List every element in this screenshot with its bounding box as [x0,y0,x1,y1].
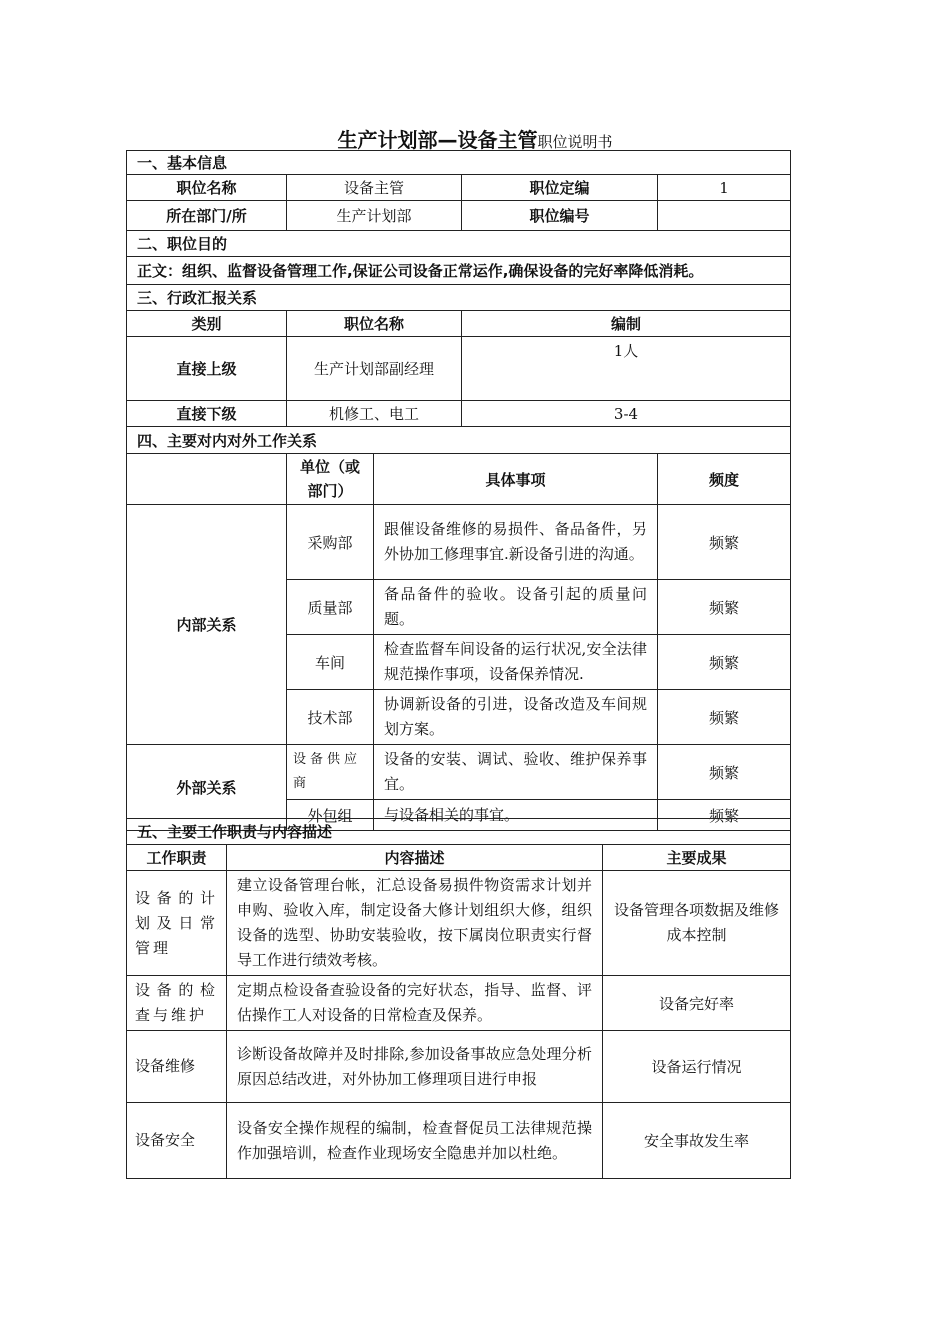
duty-content: 诊断设备故障并及时排除,参加设备事故应急处理分析原因总结改进，对外协加工修理项目进行申报 [227,1031,603,1103]
reporting-superior-position: 生产计划部副经理 [287,337,462,401]
document-title [0,124,950,153]
reporting-subordinate-label: 直接下级 [127,401,287,427]
section-relations-heading: 四、主要对内对外工作关系 [127,427,791,454]
relation-matter: 跟催设备维修的易损件、备品备件，另外协加工修理事宜.新设备引进的沟通。 [374,505,658,580]
position-code-label: 职位编号 [462,201,658,231]
duties-table [126,818,791,1179]
duty-content: 定期点检设备查验设备的完好状态，指导、监督、评估操作工人对设备的日常检查及保养。 [227,976,603,1031]
relations-table [126,426,791,831]
reporting-header-category: 类别 [127,311,287,337]
relation-unit: 质量部 [287,580,374,635]
duties-header-duty: 工作职责 [127,845,227,871]
relation-unit: 采购部 [287,505,374,580]
reporting-header-position: 职位名称 [287,311,462,337]
reporting-superior-label: 直接上级 [127,337,287,401]
relations-header-frequency: 频度 [658,454,791,505]
relation-matter: 与设备相关的事宜。 [374,800,658,831]
position-name-label: 职位名称 [127,175,287,201]
position-quota-label: 职位定编 [462,175,658,201]
duty-result: 设备管理各项数据及维修成本控制 [603,871,791,976]
relation-matter: 备品备件的验收。设备引起的质量问题。 [374,580,658,635]
reporting-subordinate-count: 3-4 [462,401,791,427]
relation-unit: 车间 [287,635,374,690]
duty-content: 建立设备管理台帐，汇总设备易损件物资需求计划并申购、验收入库，制定设备大修计划组织大修，组织设备的选型、协助安装验收，按下属岗位职责实行督导工作进行绩效考核。 [227,871,603,976]
department-label: 所在部门/所 [127,201,287,231]
relation-frequency: 频繁 [658,745,791,800]
duties-header-result: 主要成果 [603,845,791,871]
relation-frequency: 频繁 [658,690,791,745]
position-code-value [658,201,791,231]
relation-frequency: 频繁 [658,635,791,690]
purpose-text: 正文：组织、监督设备管理工作,保证公司设备正常运作,确保设备的完好率降低消耗。 [127,257,791,285]
reporting-subordinate-position: 机修工、电工 [287,401,462,427]
relation-matter: 检查监督车间设备的运行状况,安全法律规范操作事项，设备保养情况. [374,635,658,690]
department-value: 生产计划部 [287,201,462,231]
relations-header-matter: 具体事项 [374,454,658,505]
position-name-value: 设备主管 [287,175,462,201]
title-suffix: 职位说明书 [537,133,613,151]
relation-unit: 技术部 [287,690,374,745]
duty-result: 安全事故发生率 [603,1103,791,1179]
duty-result: 设备完好率 [603,976,791,1031]
relation-frequency: 频繁 [658,580,791,635]
section-reporting-heading: 三、行政汇报关系 [127,285,791,311]
relation-frequency: 频繁 [658,505,791,580]
reporting-header-count: 编制 [462,311,791,337]
section-purpose-heading: 二、职位目的 [127,231,791,257]
duty-name: 设备安全 [127,1103,227,1179]
relation-unit: 外包组 [287,800,374,831]
duty-name: 设备的计划及日常管理 [127,871,227,976]
relation-frequency: 频繁 [658,800,791,831]
duty-name: 设备维修 [127,1031,227,1103]
duty-result: 设备运行情况 [603,1031,791,1103]
title-main: 生产计划部—设备主管 [337,128,538,152]
info-table [126,150,791,427]
section-basic-heading: 一、基本信息 [127,151,791,175]
relation-matter: 设备的安装、调试、验收、维护保养事宜。 [374,745,658,800]
relations-header-unit: 单位（或部门） [287,454,374,505]
duty-name: 设备的检查与维护 [127,976,227,1031]
internal-relations-label: 内部关系 [127,505,287,745]
section-duties-heading: 五、主要工作职责与内容描述 [127,819,791,845]
relations-header-blank [127,454,287,505]
duties-header-content: 内容描述 [227,845,603,871]
duty-content: 设备安全操作规程的编制，检查督促员工法律规范操作加强培训，检查作业现场安全隐患并加以杜绝。 [227,1103,603,1179]
reporting-superior-count: 1人 [462,337,791,401]
relation-unit: 设备供应商 [287,745,374,800]
external-relations-label: 外部关系 [127,745,287,831]
position-quota-value: 1 [658,175,791,201]
relation-matter: 协调新设备的引进，设备改造及车间规划方案。 [374,690,658,745]
